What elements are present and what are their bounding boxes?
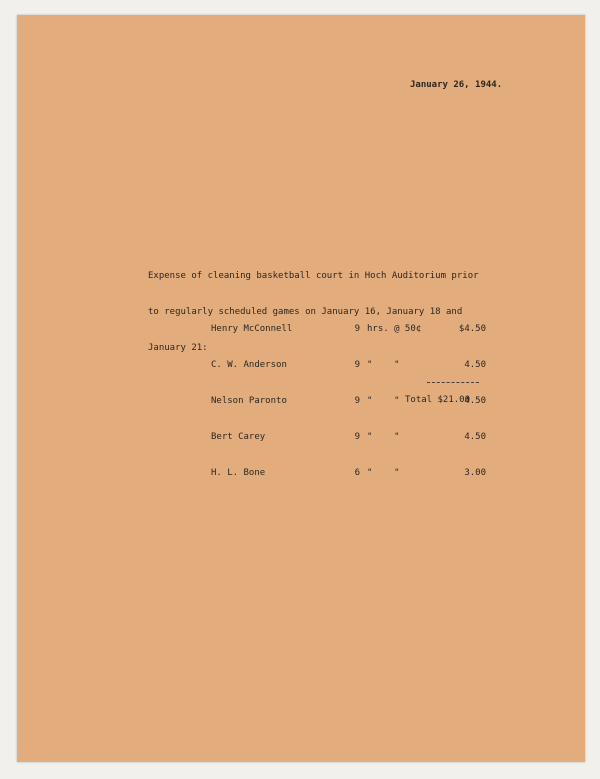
- worker-name: Bert Carey: [211, 432, 266, 442]
- worker-name: Henry McConnell: [211, 324, 293, 334]
- description-line: Expense of cleaning basketball court in Hoch Auditorium prior: [148, 271, 479, 281]
- rate-detail: " ": [367, 432, 400, 442]
- document-date: January 26, 1944.: [410, 80, 503, 90]
- rate-detail: " ": [367, 468, 400, 478]
- amount: 4.50: [464, 432, 486, 442]
- total-amount: Total $21.00: [405, 395, 471, 405]
- total-rule: [427, 382, 479, 383]
- amount: 4.50: [464, 396, 486, 406]
- hours-worked: 6: [354, 468, 360, 478]
- hours-worked: 9: [354, 324, 360, 334]
- worker-name: H. L. Bone: [211, 468, 266, 478]
- worker-name: Nelson Paronto: [211, 396, 287, 406]
- expense-row: [211, 359, 486, 371]
- hours-worked: 9: [354, 396, 360, 406]
- amount: 3.00: [464, 468, 486, 478]
- description-line: January 21:: [148, 343, 208, 353]
- rate-detail: hrs. @ 50¢: [367, 324, 422, 334]
- description-line: to regularly scheduled games on January 16, January 18 and: [148, 307, 463, 317]
- hours-worked: 9: [354, 360, 360, 370]
- expense-row: [211, 467, 486, 479]
- expense-row: [211, 431, 486, 443]
- hours-worked: 9: [354, 432, 360, 442]
- expense-row: [211, 323, 486, 335]
- amount: $4.50: [458, 324, 486, 334]
- worker-name: C. W. Anderson: [211, 360, 287, 370]
- paper-sheet: [17, 15, 585, 762]
- rate-detail: " ": [367, 396, 400, 406]
- rate-detail: " ": [367, 360, 400, 370]
- amount: 4.50: [464, 360, 486, 370]
